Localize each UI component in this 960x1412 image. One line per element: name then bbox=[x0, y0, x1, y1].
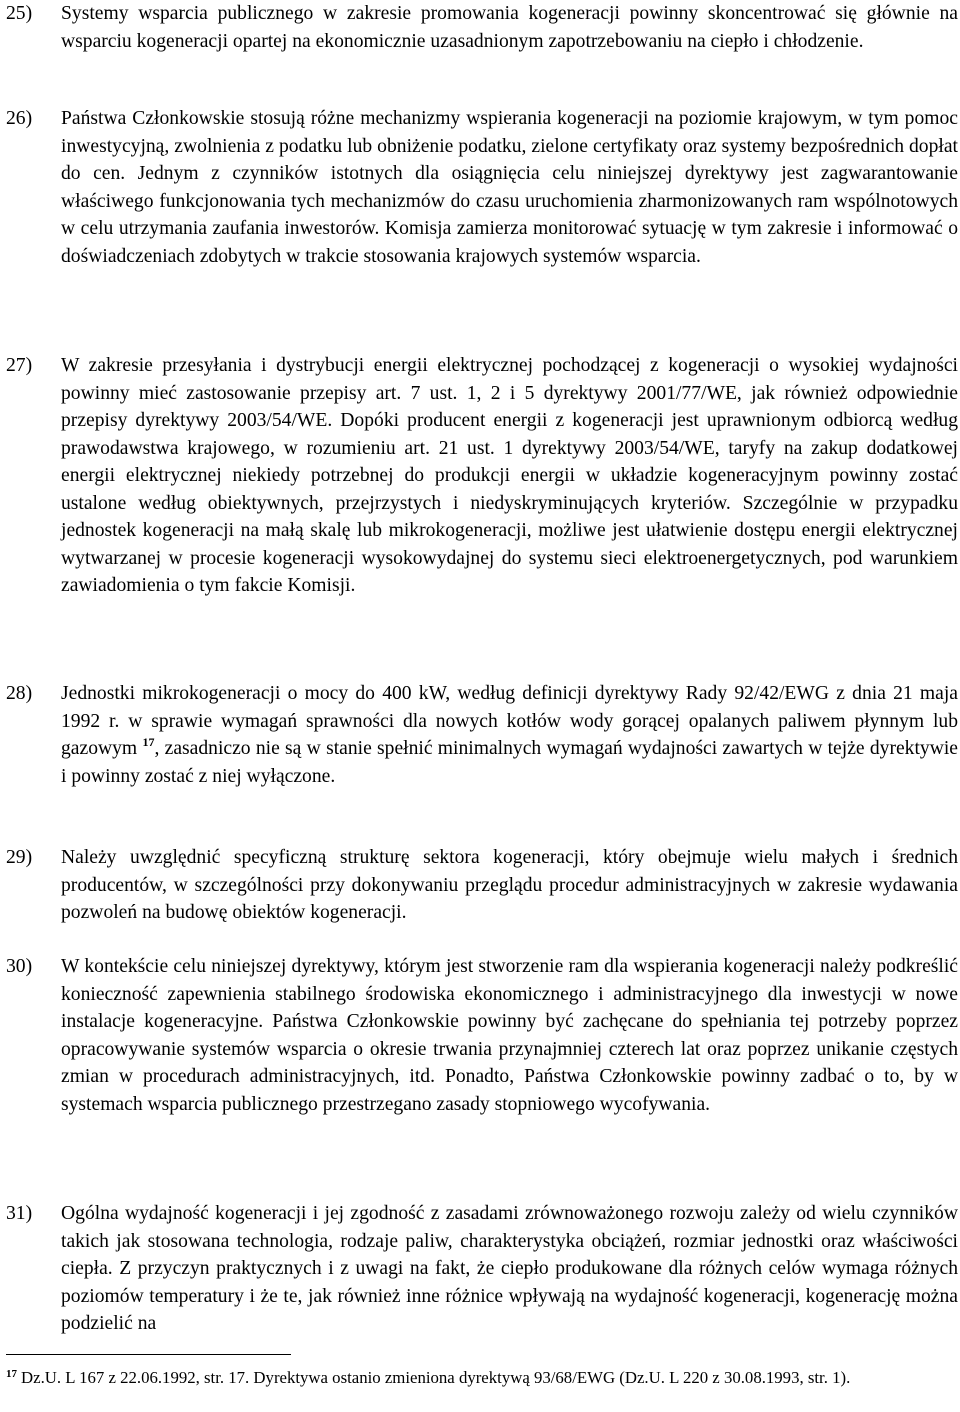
paragraph-number: 28) bbox=[6, 683, 33, 704]
footnote-text: Dz.U. L 167 z 22.06.1992, str. 17. Dyrektywa ostanio zmieniona dyrektywą 93/68/EWG (Dz.U. L 220 z 30.08.1993, str. 1). bbox=[21, 1368, 851, 1387]
paragraph-number: 29) bbox=[6, 847, 33, 868]
paragraph-text: Należy uwzględnić specyficzną strukturę sektora kogeneracji, który obejmuje wielu małych i średnich producentów, w szczególności przy dokonywaniu przeglądu procedur administracyjnych w zakresie wydawania pozwoleń na budowę obiektów kogeneracji. bbox=[61, 847, 958, 923]
paragraph-text-part: , zasadniczo nie są w stanie spełnić minimalnych wymagań wydajności zawartych w tejże dyrektywie i powinny zostać z niej wyłączone. bbox=[61, 738, 958, 787]
paragraph-text: Systemy wsparcia publicznego w zakresie promowania kogeneracji powinny skoncentrować się głównie na wsparciu kogeneracji opartej na ekonomicznie uzasadnionym zapotrzebowaniu na ciepło i chłodzenie. bbox=[61, 3, 958, 52]
paragraph-28 bbox=[0, 680, 960, 790]
paragraph-25 bbox=[0, 0, 960, 55]
paragraph-text: Ogólna wydajność kogeneracji i jej zgodność z zasadami zrównoważonego rozwoju zależy od wielu czynników takich jak stosowana technologia, rodzaje paliw, charakterystyka obciążeń, rozmiar jednostki oraz właściwości ciepła. Z przyczyn praktycznych i z uwagi na fakt, że ciepło produkowane dla różnych celów wymaga różnych poziomów temperatury i że te, jak również inne różnice wpływają na wydajność kogeneracji, kogenerację można podzielić na bbox=[61, 1203, 958, 1334]
paragraph-number: 25) bbox=[6, 3, 33, 24]
paragraph-number: 27) bbox=[6, 355, 33, 376]
footnote-marker: 17 bbox=[6, 1368, 17, 1380]
paragraph-number: 26) bbox=[6, 108, 33, 129]
footnote-separator bbox=[6, 1354, 291, 1355]
paragraph-26 bbox=[0, 105, 960, 270]
footnote-reference[interactable]: 17 bbox=[142, 735, 155, 749]
paragraph-text: W zakresie przesyłania i dystrybucji energii elektrycznej pochodzącej z kogeneracji o wysokiej wydajności powinny mieć zastosowanie przepisy art. 7 ust. 1, 2 i 5 dyrektywy 2001/77/WE, jak również odpowiednie przepisy dyrektywy 2003/54/WE. Dopóki producent energii z kogeneracji jest uprawnionym odbiorcą według prawodawstwa krajowego, w rozumieniu art. 21 ust. 1 dyrektywy 2003/54/WE, taryfy na zakup dodatkowej energii elektrycznej niekiedy potrzebnej do produkcji energii w układzie kogeneracyjnym powinny zostać ustalone według obiektywnych, przejrzystych i niedyskryminujących kryteriów. Szczególnie w przypadku jednostek kogeneracji na małą skalę lub mikrokogeneracji, możliwe jest ułatwienie dostępu energii elektrycznej wytwarzanej w procesie kogeneracji wysokowydajnej do systemu sieci elektroenergetycznych, pod warunkiem zawiadomienia o tym fakcie Komisji. bbox=[61, 355, 958, 596]
footnote bbox=[6, 1366, 950, 1390]
paragraph-text-part: Jednostki mikrokogeneracji o mocy do 400 kW, według definicji dyrektywy Rady 92/42/EWG z dnia 21 maja 1992 r. w sprawie wymagań sprawności dla nowych kotłów wody gorącej opalanych paliwem płynnym lub gazowym bbox=[61, 683, 958, 759]
paragraph-27 bbox=[0, 352, 960, 600]
paragraph-text: W kontekście celu niniejszej dyrektywy, którym jest stworzenie ram dla wspierania kogeneracji należy podkreślić konieczność zapewnienia stabilnego środowiska ekonomicznego i administracyjnego dla inwestycji w nowe instalacje kogeneracyjne. Państwa Członkowskie powinny być zachęcane do spełniania tej potrzeby poprzez opracowywanie systemów wsparcia o okresie trwania przynajmniej czterech lat oraz poprzez unikanie częstych zmian w procedurach administracyjnych, itd. Ponadto, Państwa Członkowskie powinny zadbać o to, by w systemach wsparcia publicznego przestrzegano zasady stopniowego wycofywania. bbox=[61, 956, 958, 1115]
paragraph-30 bbox=[0, 953, 960, 1118]
paragraph-text bbox=[61, 680, 958, 790]
paragraph-number: 30) bbox=[6, 956, 33, 977]
paragraph-number: 31) bbox=[6, 1203, 33, 1224]
paragraph-text: Państwa Członkowskie stosują różne mechanizmy wspierania kogeneracji na poziomie krajowym, w tym pomoc inwestycyjną, zwolnienia z podatku lub obniżenie podatku, zielone certyfikaty oraz systemy bezpośrednich dopłat do cen. Jednym z czynników istotnych dla osiągnięcia celu niniejszej dyrektywy jest zagwarantowanie właściwego funkcjonowania tych mechanizmów do czasu uruchomienia zharmonizowanych ram wspólnotowych w celu utrzymania zaufania inwestorów. Komisja zamierza monitorować sytuację w tym zakresie i informować o doświadczeniach zdobytych w trakcie stosowania krajowych systemów wsparcia. bbox=[61, 108, 958, 267]
paragraph-31 bbox=[0, 1200, 960, 1338]
paragraph-29 bbox=[0, 844, 960, 927]
